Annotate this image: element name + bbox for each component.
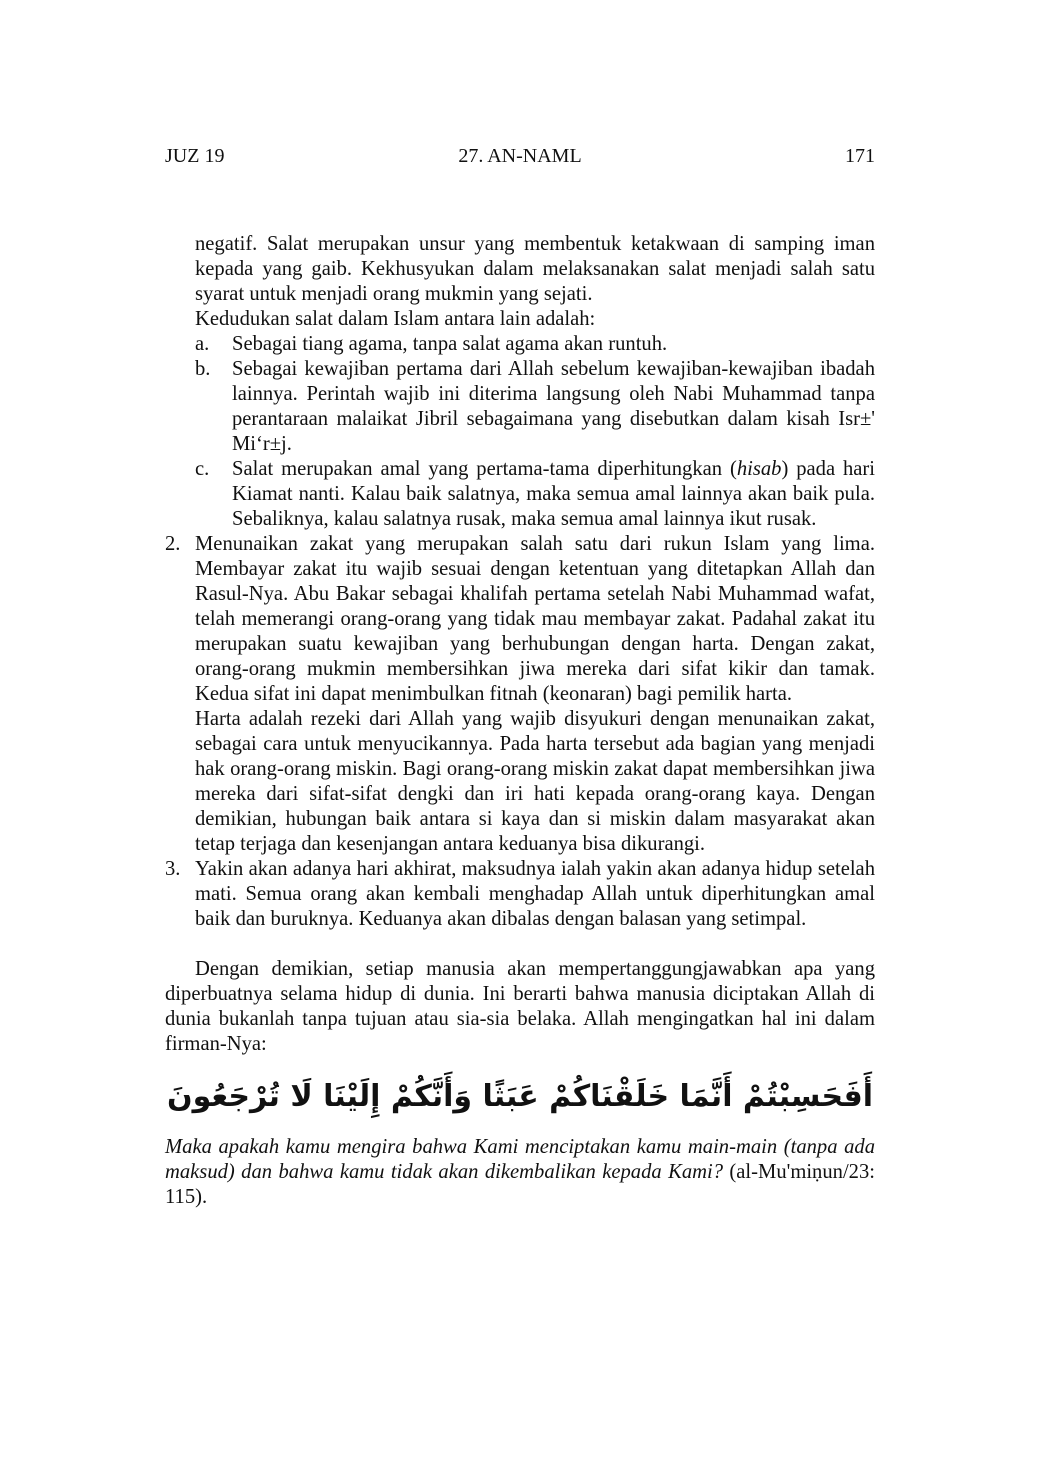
closing-paragraph: Dengan demikian, setiap manusia akan mempertanggungjawabkan apa yang diperbuatnya selama hidup di dunia. Ini berarti bahwa manusia diciptakan Allah di dunia bukanlah tanpa tujuan atau sia-sia belaka. Allah mengingatkan hal ini dalam firman-Nya:	[165, 958, 875, 1055]
item-paragraph: Menunaikan zakat yang merupakan salah satu dari rukun Islam yang lima. Membayar zakat itu wajib sesuai dengan ketentuan yang ditetapkan Allah dan Rasul-Nya. Abu Bakar sebagai khalifah pertama setelah Nabi Muhammad wafat, telah memerangi orang-orang yang tidak mau membayar zakat. Padahal zakat itu merupakan suatu kewajiban yang berhubungan dengan harta. Dengan zakat, orang-orang mukmin membersihkan jiwa mereka dari sifat kikir dan tamak. Kedua sifat ini dapat menimbulkan fitnah (keonaran) bagi pemilik harta.	[195, 533, 875, 705]
item-number: 3.	[165, 858, 181, 880]
list-item-text	[232, 457, 875, 532]
list-item-text: Sebagai kewajiban pertama dari Allah sebelum kewajiban-kewajiban ibadah lainnya. Perintah wajib ini diterima langsung oleh Nabi Muhammad tanpa perantaraan malaikat Jibril sebagaimana yang disebutkan dalam kisah Isr±' Mi‘r±j.	[232, 358, 875, 455]
verse-reference: (al-Mu'miṇun/23: 115).	[165, 1161, 875, 1208]
page-body	[165, 232, 875, 1210]
surah-title: 27. AN-NAML	[458, 145, 582, 167]
quran-verse-arabic: أَفَحَسِبْتُمْ أَنَّمَا خَلَقْنَاكُمْ عَبَثًا وَأَنَّكُمْ إِلَيْنَا لَا تُرْجَعُونَ	[166, 1079, 874, 1114]
list-item-b	[165, 357, 875, 457]
item-paragraph: Yakin akan adanya hari akhirat, maksudnya ialah yakin akan adanya hidup setelah mati. Semua orang akan kembali menghadap Allah untuk diperhitungkan amal baik dan buruknya. Keduanya akan dibalas dengan balasan yang setimpal.	[195, 858, 875, 930]
item-number: 2.	[165, 533, 181, 555]
kedudukan-intro: Kedudukan salat dalam Islam antara lain adalah:	[195, 308, 596, 330]
continuation-paragraph: negatif. Salat merupakan unsur yang membentuk ketakwaan di samping iman kepada yang gaib. Kekhusyukan dalam melaksanakan salat menjadi salah satu syarat untuk menjadi orang mukmin yang sejati.	[195, 233, 875, 305]
numbered-item-2	[165, 532, 875, 857]
translation-text: Maka apakah kamu mengira bahwa Kami menciptakan kamu main-main (tanpa ada maksud) dan bahwa kamu tidak akan dikembalikan kepada Kami?	[165, 1136, 875, 1183]
list-item-c	[165, 457, 875, 532]
page-number: 171	[845, 145, 875, 167]
item-content	[195, 532, 875, 857]
italic-term: hisab	[736, 458, 782, 480]
spacer	[165, 932, 875, 957]
item-content	[195, 857, 875, 932]
numbered-item-3	[165, 857, 875, 932]
text-segment: ) pada hari Kiamat nanti. Kalau baik salatnya, maka semua amal lainnya akan baik pula. Sebaliknya, kalau salatnya rusak, maka semua amal lainnya ikut rusak.	[232, 458, 876, 530]
list-marker: b.	[195, 358, 211, 380]
text-segment: Salat merupakan amal yang pertama-tama diperhitungkan (	[232, 458, 737, 480]
running-header	[165, 145, 875, 175]
juz-label: JUZ 19	[165, 145, 225, 167]
list-marker: a.	[195, 333, 210, 355]
list-item-text: Sebagai tiang agama, tanpa salat agama akan runtuh.	[232, 333, 668, 355]
list-marker: c.	[195, 458, 210, 480]
list-item-a	[165, 332, 875, 357]
verse-translation	[165, 1135, 875, 1210]
item-paragraph: Harta adalah rezeki dari Allah yang wajib disyukuri dengan menunaikan zakat, sebagai cara untuk menyucikannya. Pada harta tersebut ada bagian yang menjadi hak orang-orang miskin. Bagi orang-orang miskin zakat dapat membersihkan jiwa mereka dari sifat-sifat dengki dan iri hati kepada orang-orang kaya. Dengan demikian, hubungan baik antara si kaya dan si miskin dalam masyarakat akan tetap terjaga dan kesenjangan antara keduanya bisa dikurangi.	[195, 708, 875, 855]
